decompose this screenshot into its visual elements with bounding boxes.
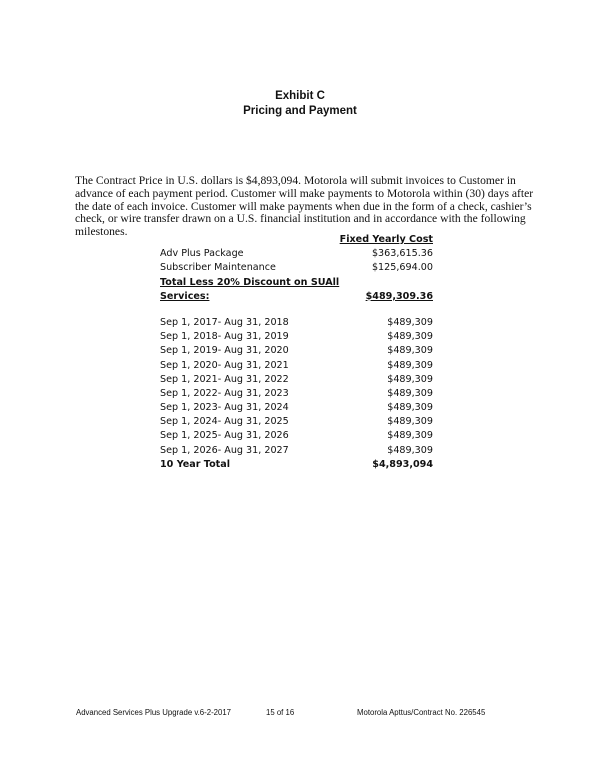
milestone-period: Sep 1, 2023- Aug 31, 2024 [160, 402, 289, 414]
contract-paragraph: The Contract Price in U.S. dollars is $4,893,094. Motorola will submit invoices to Customer in advance of each payment period. Customer will make payments to Motorola within (30) days after the date of each invoice. Customer will make payments when due in the form of a check, cashier’s check, or wire transfer drawn on a U.S. financial institution and in accordance with the following milestones. [75, 174, 534, 239]
milestone-amount: $489,309 [387, 316, 433, 328]
footer-contract-number: Motorola Apttus/Contract No. 226545 [357, 708, 486, 717]
grand-total-label: 10 Year Total [160, 458, 231, 470]
item-value: $125,694.00 [371, 262, 433, 274]
milestone-row [160, 373, 433, 387]
pricing-table [160, 233, 433, 472]
milestone-period: Sep 1, 2018- Aug 31, 2019 [160, 331, 289, 343]
milestone-row [160, 401, 433, 415]
grand-total-row [160, 458, 433, 472]
footer-document-name: Advanced Services Plus Upgrade v.6-2-2017 [76, 708, 232, 717]
table-row [160, 247, 433, 261]
table-row [160, 261, 433, 275]
milestone-list [160, 316, 433, 458]
exhibit-subtitle: Pricing and Payment [243, 105, 357, 117]
milestone-period: Sep 1, 2025- Aug 31, 2026 [160, 430, 289, 442]
footer-page-number: 15 of 16 [266, 708, 295, 717]
item-value: $363,615.36 [371, 248, 433, 260]
milestone-period: Sep 1, 2020- Aug 31, 2021 [160, 359, 289, 371]
milestone-amount: $489,309 [387, 444, 433, 456]
milestone-amount: $489,309 [387, 359, 433, 371]
total-row-line1 [160, 276, 433, 290]
item-label: Adv Plus Package [160, 248, 244, 260]
milestone-row [160, 429, 433, 443]
milestone-row [160, 387, 433, 401]
total-value: $489,309.36 [365, 290, 433, 302]
exhibit-title: Exhibit C [275, 90, 325, 102]
milestone-period: Sep 1, 2019- Aug 31, 2020 [160, 345, 289, 357]
column-header: Fixed Yearly Cost [339, 234, 433, 245]
milestone-row [160, 415, 433, 429]
milestone-amount: $489,309 [387, 331, 433, 343]
total-row [160, 290, 433, 304]
milestone-amount: $489,309 [387, 373, 433, 385]
milestone-row [160, 316, 433, 330]
milestone-period: Sep 1, 2022- Aug 31, 2023 [160, 387, 289, 399]
milestone-row [160, 330, 433, 344]
milestone-period: Sep 1, 2017- Aug 31, 2018 [160, 316, 289, 328]
item-label: Subscriber Maintenance [160, 262, 276, 274]
total-label-line1: Total Less 20% Discount on SUAll [160, 276, 340, 288]
milestone-row [160, 344, 433, 358]
milestone-period: Sep 1, 2024- Aug 31, 2025 [160, 416, 289, 428]
milestone-amount: $489,309 [387, 345, 433, 357]
milestone-row [160, 359, 433, 373]
milestone-amount: $489,309 [387, 430, 433, 442]
milestone-amount: $489,309 [387, 402, 433, 414]
milestone-row [160, 444, 433, 458]
milestone-amount: $489,309 [387, 416, 433, 428]
total-label-line2: Services: [160, 290, 210, 302]
milestone-amount: $489,309 [387, 387, 433, 399]
table-header-row [160, 233, 433, 247]
grand-total-value: $4,893,094 [372, 458, 433, 470]
milestone-period: Sep 1, 2026- Aug 31, 2027 [160, 444, 289, 456]
milestone-period: Sep 1, 2021- Aug 31, 2022 [160, 373, 289, 385]
